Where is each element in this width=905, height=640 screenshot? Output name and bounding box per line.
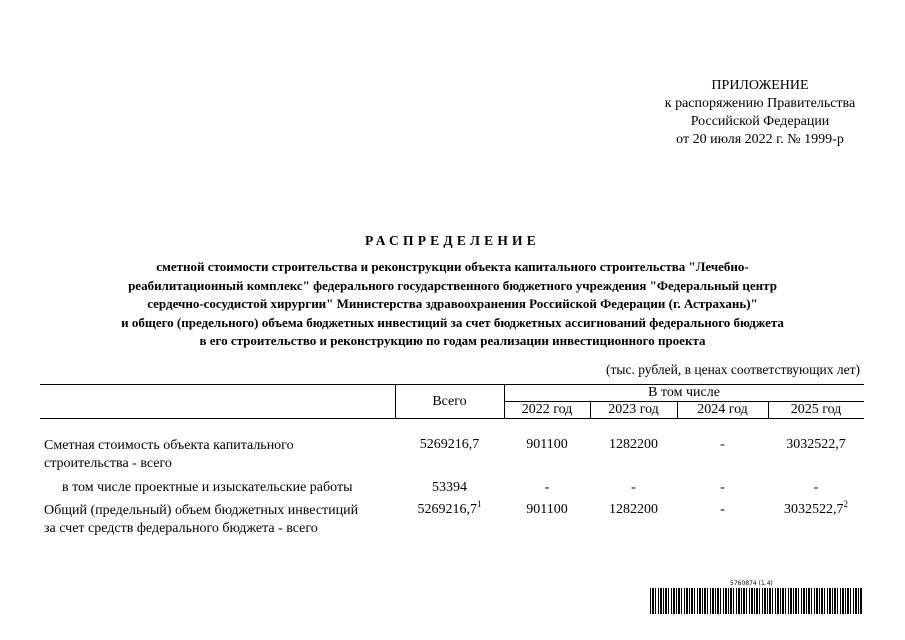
- subtitle-line: и общего (предельного) объема бюджетных инвестиций за счет бюджетных ассигнований федерального бюджета: [121, 314, 784, 330]
- cell-2022: -: [544, 480, 550, 495]
- appendix-date: от 20 июля 2022 г. № 1999-р: [676, 132, 844, 147]
- header-total: Всего: [432, 394, 467, 409]
- document-title: РАСПРЕДЕЛЕНИЕ: [365, 233, 540, 248]
- cell-2023: 1282200: [609, 437, 658, 452]
- subtitle-line: реабилитационный комплекс" федерального государственного бюджетного учреждения "Федеральный центр: [128, 277, 777, 293]
- cell-2025: -: [813, 480, 819, 495]
- appendix-line: к распоряжению Правительства: [664, 96, 856, 111]
- cell-total: 53394: [432, 480, 467, 495]
- header-year-2024: 2024 год: [697, 402, 748, 417]
- row-label: Общий (предельный) объем бюджетных инвестиций за счет средств федерального бюджета - всего: [44, 503, 359, 536]
- header-including: В том числе: [648, 385, 720, 400]
- row-label: в том числе проектные и изыскательские работы: [62, 480, 353, 495]
- footnote-marker: 1: [477, 499, 482, 509]
- cell-2023: -: [631, 480, 636, 495]
- header-year-2023: 2023 год: [608, 402, 659, 417]
- subtitle-line: сметной стоимости строительства и реконструкции объекта капитального строительства "Лечебно-: [156, 259, 749, 274]
- row-label: Сметная стоимость объекта капитального строительства - всего: [44, 438, 294, 471]
- cell-2024: -: [720, 480, 725, 495]
- document-subtitle: [0, 258, 905, 351]
- cell-2025: 3032522,7: [786, 437, 846, 452]
- barcode: [650, 588, 863, 614]
- header-year-2025: 2025 год: [790, 402, 842, 417]
- units-note: (тыс. рублей, в ценах соответствующих лет): [606, 362, 860, 377]
- cell-2024: -: [720, 437, 725, 452]
- cell-2024: -: [720, 502, 725, 517]
- cell-total: 5269216,7: [419, 437, 480, 452]
- cell-2023: 1282200: [609, 502, 658, 517]
- cell-total: 5269216,7$^1$: [417, 499, 482, 517]
- table-header-border: [40, 418, 864, 419]
- appendix-block: [630, 77, 890, 149]
- subtitle-line: в его строительство и реконструкцию по годам реализации инвестиционного проекта: [199, 333, 706, 348]
- barcode-number: 5760874 (1.4): [730, 580, 773, 587]
- cell-2025: 3032522,7$^2$: [784, 499, 848, 517]
- appendix-title: ПРИЛОЖЕНИЕ: [711, 78, 809, 93]
- subtitle-line: сердечно-сосудистой хирургии" Министерства здравоохранения Российской Федерации (г. Астрахань)": [147, 296, 758, 311]
- header-year-2022: 2022 год: [521, 402, 573, 417]
- appendix-line: Российской Федерации: [690, 114, 830, 129]
- cell-2022: 901100: [526, 502, 568, 517]
- footnote-marker: 2: [843, 499, 848, 509]
- cell-2022: 901100: [526, 437, 568, 452]
